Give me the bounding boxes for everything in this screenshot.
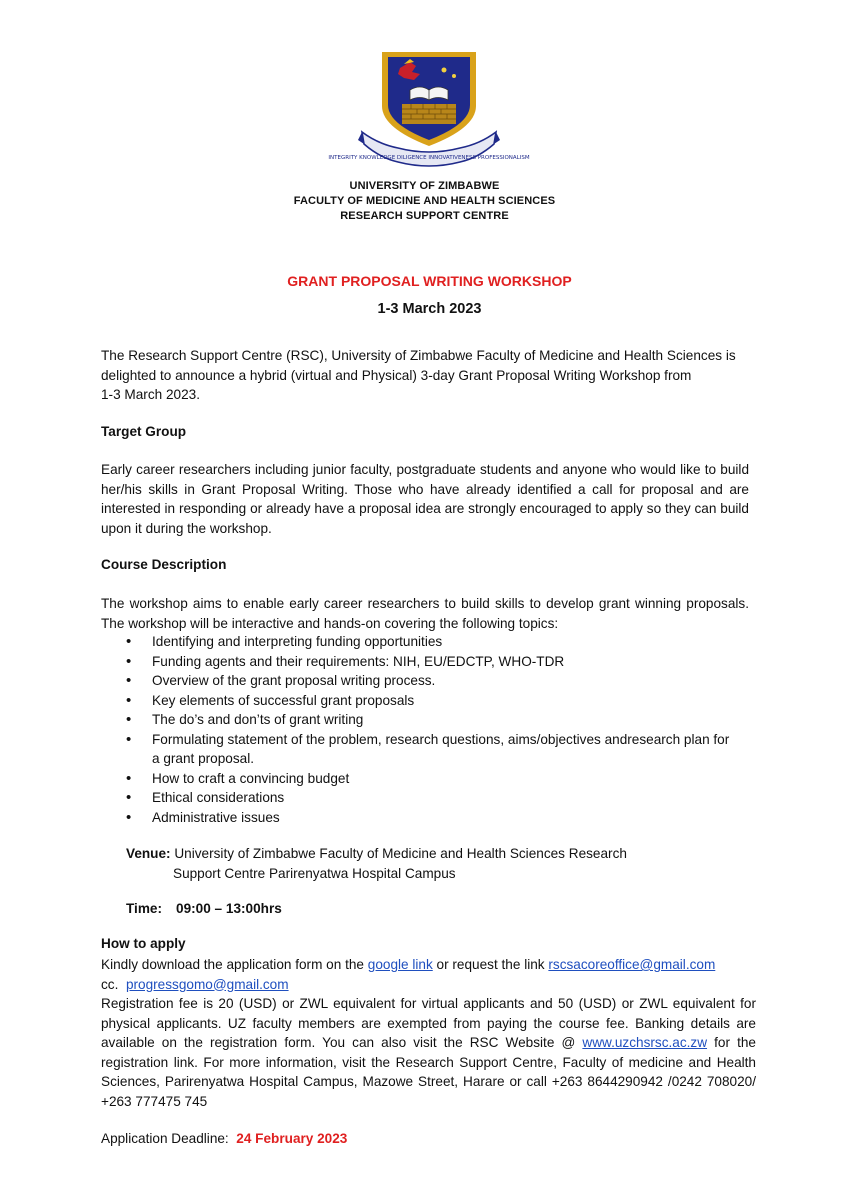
list-item: • Formulating statement of the problem, research questions, aims/objectives andresearch plan for a grant proposal. — [101, 730, 741, 769]
cc-label: cc. — [101, 976, 119, 992]
deadline-label: Application Deadline: — [101, 1131, 229, 1146]
time-block — [126, 899, 774, 919]
deadline-line — [101, 1129, 749, 1149]
website-link[interactable]: www.uzchsrsc.ac.zw — [582, 1035, 708, 1050]
workshop-title: GRANT PROPOSAL WRITING WORKSHOP — [287, 273, 572, 289]
list-item: • Ethical considerations — [101, 788, 741, 808]
university-crest — [328, 48, 530, 178]
fee-paragraph — [101, 994, 766, 1111]
fee-text: Registration fee is 20 (USD) or ZWL equivalent for virtual applicants and 50 (USD) or ZWL equivalent for physical applicants. UZ faculty members are exempted from paying the course fee. Banking details are available on the registration form. You can also visit the RSC Website @ — [101, 996, 756, 1050]
centre-name: RESEARCH SUPPORT CENTRE — [340, 210, 509, 222]
crest-motto-text: INTEGRITY KNOWLEDGE DILIGENCE INNOVATIVENESS PROFESSIONALISM — [328, 155, 530, 161]
venue-line-1: University of Zimbabwe Faculty of Medicine and Health Sciences Research — [174, 846, 627, 861]
google-link[interactable]: google link — [367, 957, 433, 972]
apply-text: or request the link — [432, 957, 549, 972]
course-description-text: The workshop aims to enable early career researchers to build skills to develop grant winning proposals. The workshop will be interactive and hands-on covering the following topics: — [101, 596, 749, 631]
email-link-cc[interactable]: progressgomo@gmail.com — [125, 976, 289, 992]
intro-paragraph — [101, 346, 761, 405]
list-item: • Identifying and interpreting funding opportunities — [101, 632, 741, 652]
faculty-name: FACULTY OF MEDICINE AND HEALTH SCIENCES — [293, 195, 556, 207]
topics-list — [101, 632, 741, 827]
intro-line: The Research Support Centre (RSC), University of Zimbabwe Faculty of Medicine and Health Sciences is — [101, 348, 736, 363]
apply-line — [101, 955, 766, 975]
cc-line — [101, 975, 766, 995]
list-item: • Funding agents and their requirements: NIH, EU/EDCTP, WHO-TDR — [101, 652, 741, 672]
venue-line-2: Support Centre Parirenyatwa Hospital Campus — [173, 865, 456, 881]
fee-text-2: for the registration link. For more information, visit the Research Support Centre, Faculty of medicine and Health Sciences, Parirenyatwa Hospital Campus, Mazowe Street, Harare or call +263 8644290942 /0242 708020/ +263 777475 745 — [101, 1035, 756, 1109]
list-item: • The do’s and don’ts of grant writing — [101, 710, 741, 730]
intro-line: delighted to announce a hybrid (virtual and Physical) 3-day Grant Proposal Writing Workshop from — [101, 367, 692, 383]
institution-name: UNIVERSITY OF ZIMBABWE — [349, 180, 500, 192]
time-label: Time: — [126, 901, 163, 916]
deadline-date: 24 February 2023 — [236, 1131, 348, 1146]
venue-label: Venue: — [126, 846, 171, 861]
list-item: • Administrative issues — [101, 808, 741, 828]
workshop-dates: 1-3 March 2023 — [377, 301, 482, 317]
target-group-heading: Target Group — [101, 424, 187, 439]
venue-block — [126, 844, 766, 883]
apply-paragraph — [101, 955, 766, 1111]
course-description-heading: Course Description — [101, 557, 227, 572]
how-to-apply-heading: How to apply — [101, 936, 186, 951]
crest-logo-icon — [328, 48, 530, 178]
target-group-text: Early career researchers including junior faculty, postgraduate students and anyone who would like to build her/his skills in Grant Proposal Writing. Those who have already identified a call for proposal and are interested in responding or already have a proposal idea are strongly encouraged to apply so they can build upon it during the workshop. — [101, 462, 749, 536]
time-value: 09:00 – 13:00hrs — [176, 901, 282, 916]
intro-line: 1-3 March 2023. — [101, 387, 200, 402]
apply-text: Kindly download the application form on the — [101, 957, 368, 972]
list-item: • Overview of the grant proposal writing process. — [101, 671, 741, 691]
email-link-primary[interactable]: rscsacoreoffice@gmail.com — [548, 957, 716, 972]
list-item: • Key elements of successful grant proposals — [101, 691, 741, 711]
list-item: • How to craft a convincing budget — [101, 769, 741, 789]
